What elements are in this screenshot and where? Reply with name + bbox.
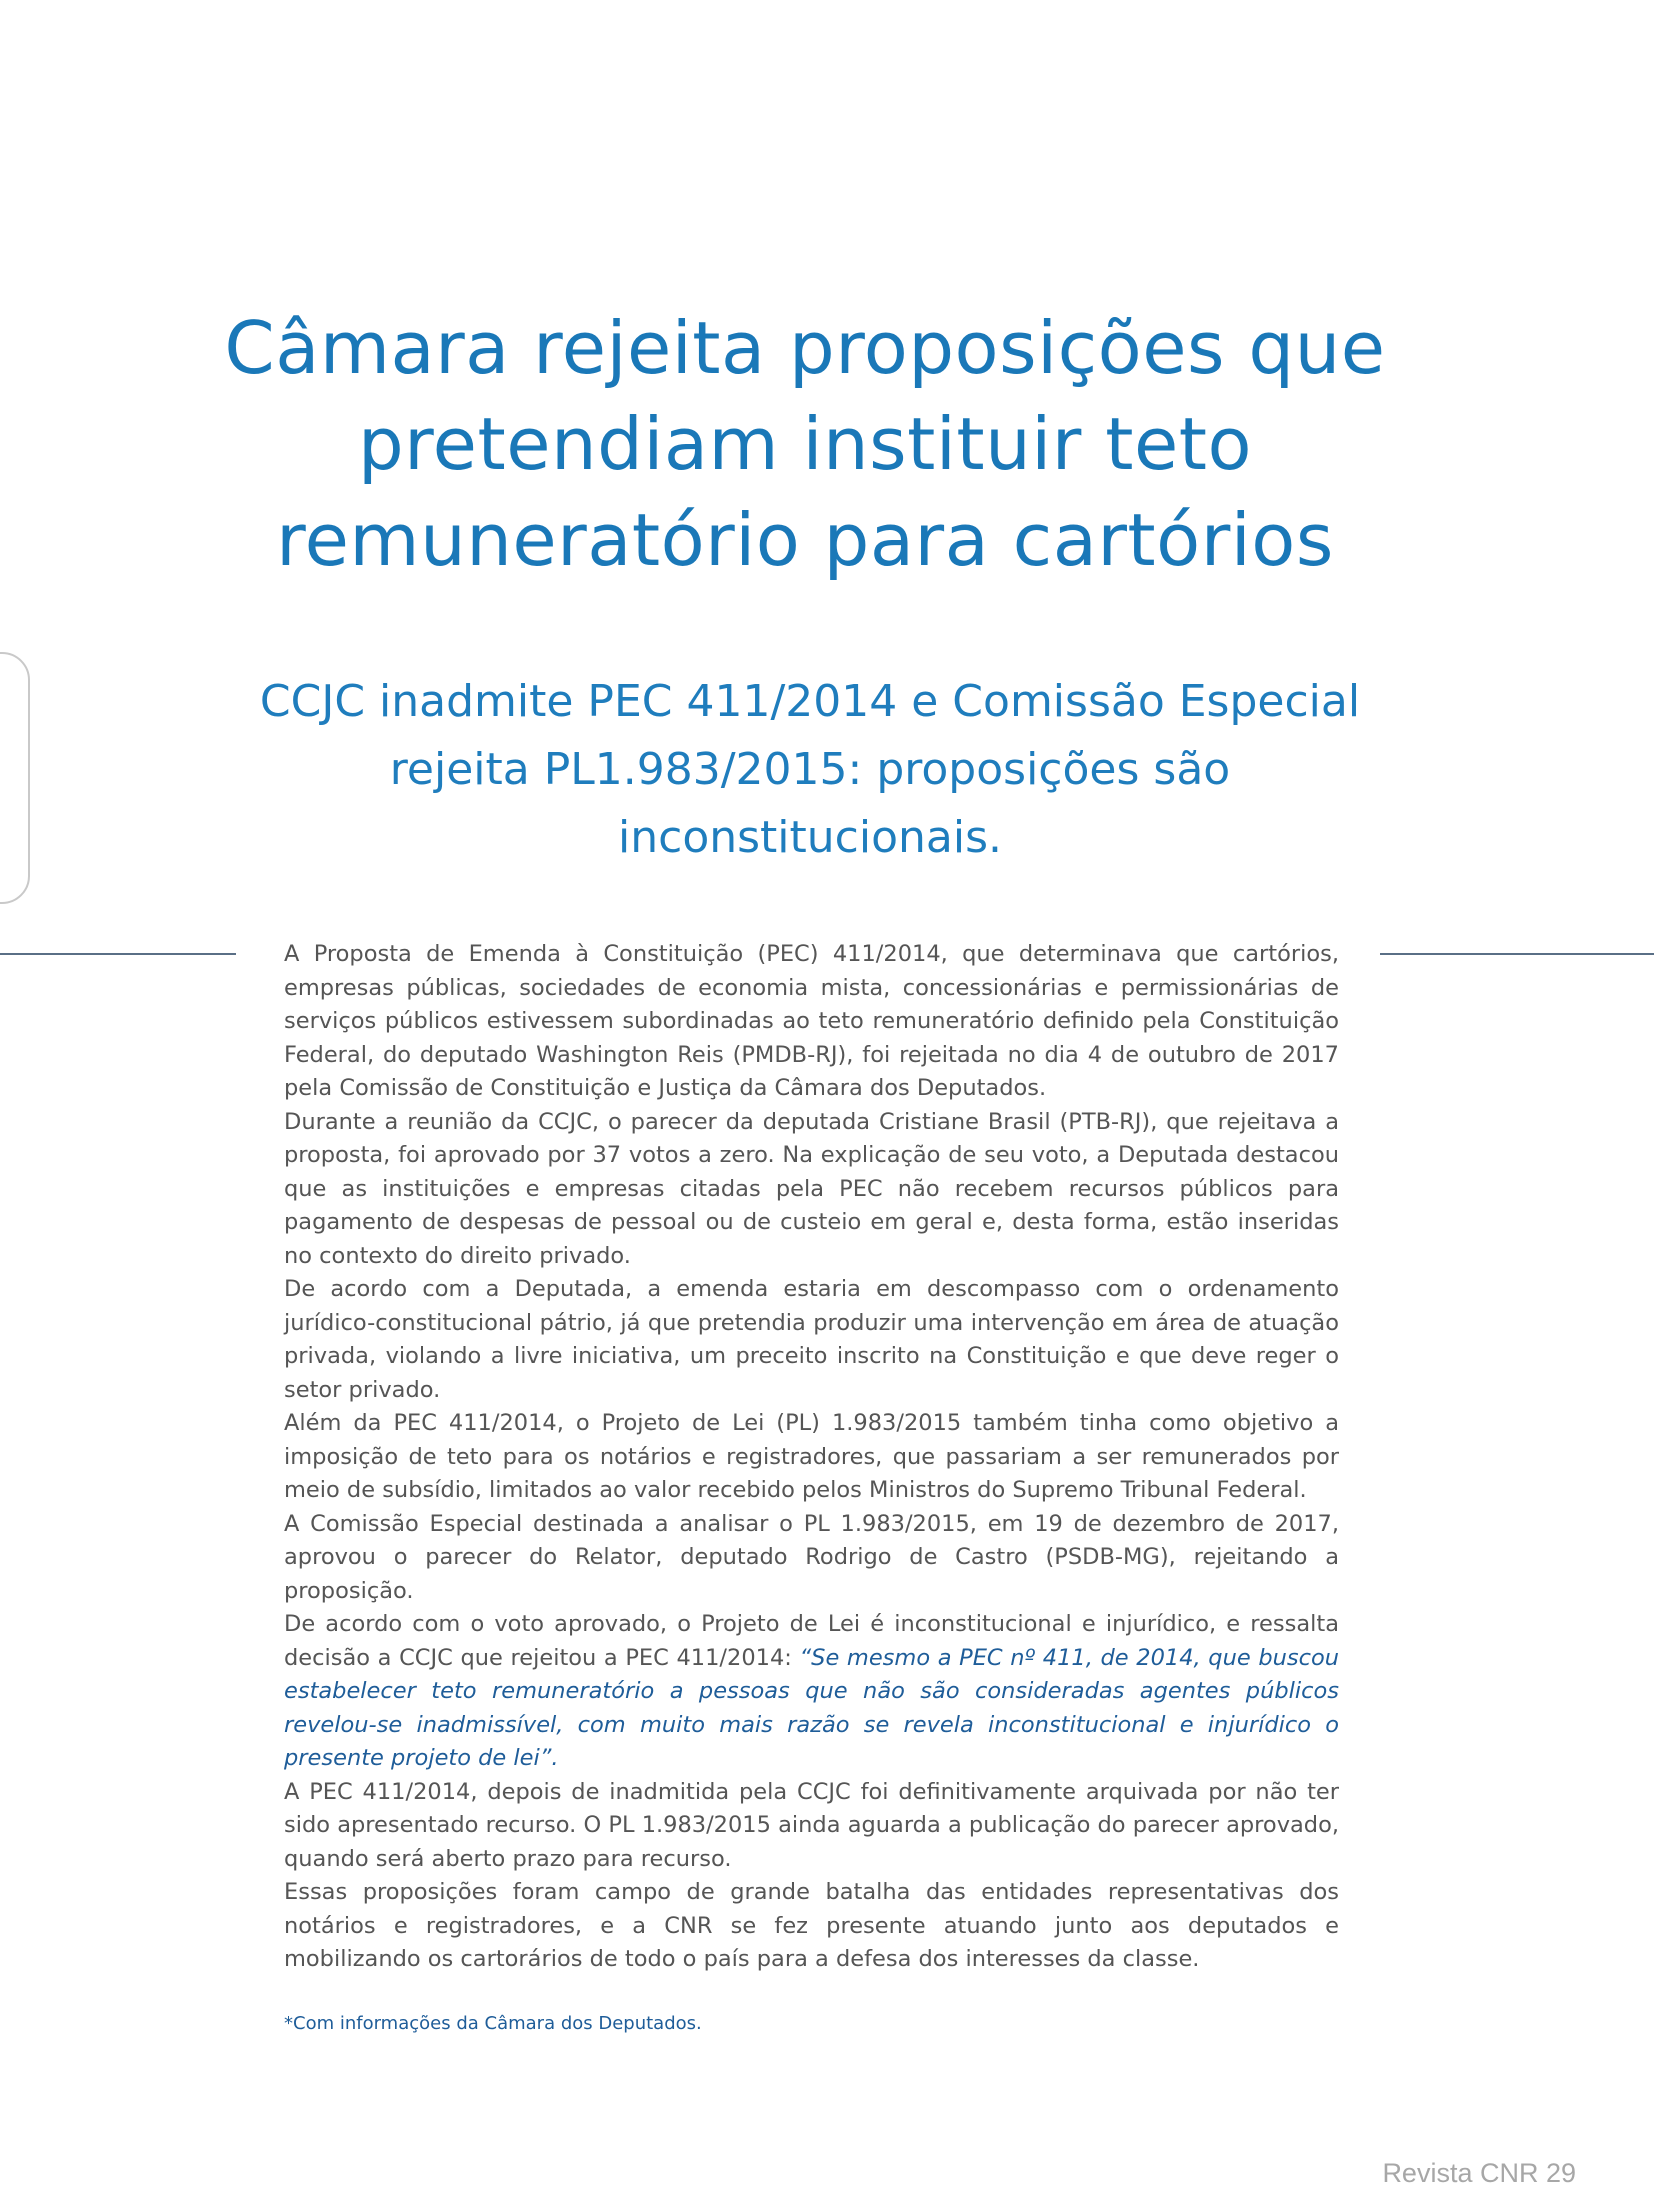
paragraph: A Proposta de Emenda à Constituição (PEC) 411/2014, que determinava que cartórios, empresas públicas, sociedades de economia mista, concessionárias e permissionárias de serviços públicos estivessem subordinadas ao teto remuneratório definido pela Constituição Federal, do deputado Washington Reis (PMDB-RJ), foi rejeitada no dia 4 de outubro de 2017 pela Comissão de Constituição e Justiça da Câmara dos Deputados. — [284, 941, 1339, 1101]
divider-right — [1380, 953, 1654, 955]
paragraph: Essas proposições foram campo de grande batalha das entidades representativas dos notários e registradores, e a CNR se fez presente atuando junto aos deputados e mobilizando os cartorários de todo o país para a defesa dos interesses da classe. — [284, 1879, 1339, 1972]
page-number-label: Revista CNR 29 — [1382, 2158, 1576, 2188]
article-subtitle: CCJC inadmite PEC 411/2014 e Comissão Especial rejeita PL1.983/2015: proposições são inconstitucionais. — [259, 676, 1361, 863]
paragraph: De acordo com a Deputada, a emenda estaria em descompasso com o ordenamento jurídico-constitucional pátrio, já que pretendia produzir uma intervenção em área de atuação privada, violando a livre iniciativa, um preceito inscrito na Constituição e que deve reger o setor privado. — [284, 1276, 1339, 1403]
side-tab-decoration — [0, 652, 30, 904]
paragraph-with-quote — [284, 1608, 1339, 1776]
paragraph-intro: De acordo com o voto aprovado, o Projeto de Lei é inconstitucional e injurídico, e ressalta decisão a CCJC que rejeitou a PEC 411/2014: — [284, 1611, 1339, 1671]
quote: “Se mesmo a PEC nº 411, de 2014, que buscou estabelecer teto remuneratório a pessoas que não são consideradas agentes públicos revelou-se inadmissível, com muito mais razão se revela inconstitucional e injurídico o presente projeto de lei”. — [284, 1644, 1339, 1771]
paragraph: A PEC 411/2014, depois de inadmitida pela CCJC foi definitivamente arquivada por não ter sido apresentado recurso. O PL 1.983/2015 ainda aguarda a publicação do parecer aprovado, quando será aberto prazo para recurso. — [284, 1778, 1339, 1872]
footnote: *Com informações da Câmara dos Deputados. — [284, 2013, 702, 2034]
paragraph: A Comissão Especial destinada a analisar o PL 1.983/2015, em 19 de dezembro de 2017, aprovou o parecer do Relator, deputado Rodrigo de Castro (PSDB-MG), rejeitando a proposição. — [284, 1510, 1339, 1604]
paragraph: Durante a reunião da CCJC, o parecer da deputada Cristiane Brasil (PTB-RJ), que rejeitava a proposta, foi aprovado por 37 votos a zero. Na explicação de seu voto, a Deputada destacou que as instituições e empresas citadas pela PEC não recebem recursos públicos para pagamento de despesas de pessoal ou de custeio em geral e, desta forma, estão inseridas no contexto do direito privado. — [284, 1108, 1339, 1269]
divider-left — [0, 953, 236, 955]
article-title: Câmara rejeita proposições que pretendiam instituir teto remuneratório para cartórios — [224, 306, 1386, 582]
paragraph: Além da PEC 411/2014, o Projeto de Lei (PL) 1.983/2015 também tinha como objetivo a imposição de teto para os notários e registradores, que passariam a ser remunerados por meio de subsídio, limitados ao valor recebido pelos Ministros do Supremo Tribunal Federal. — [284, 1410, 1339, 1503]
article-body — [284, 938, 1339, 1977]
